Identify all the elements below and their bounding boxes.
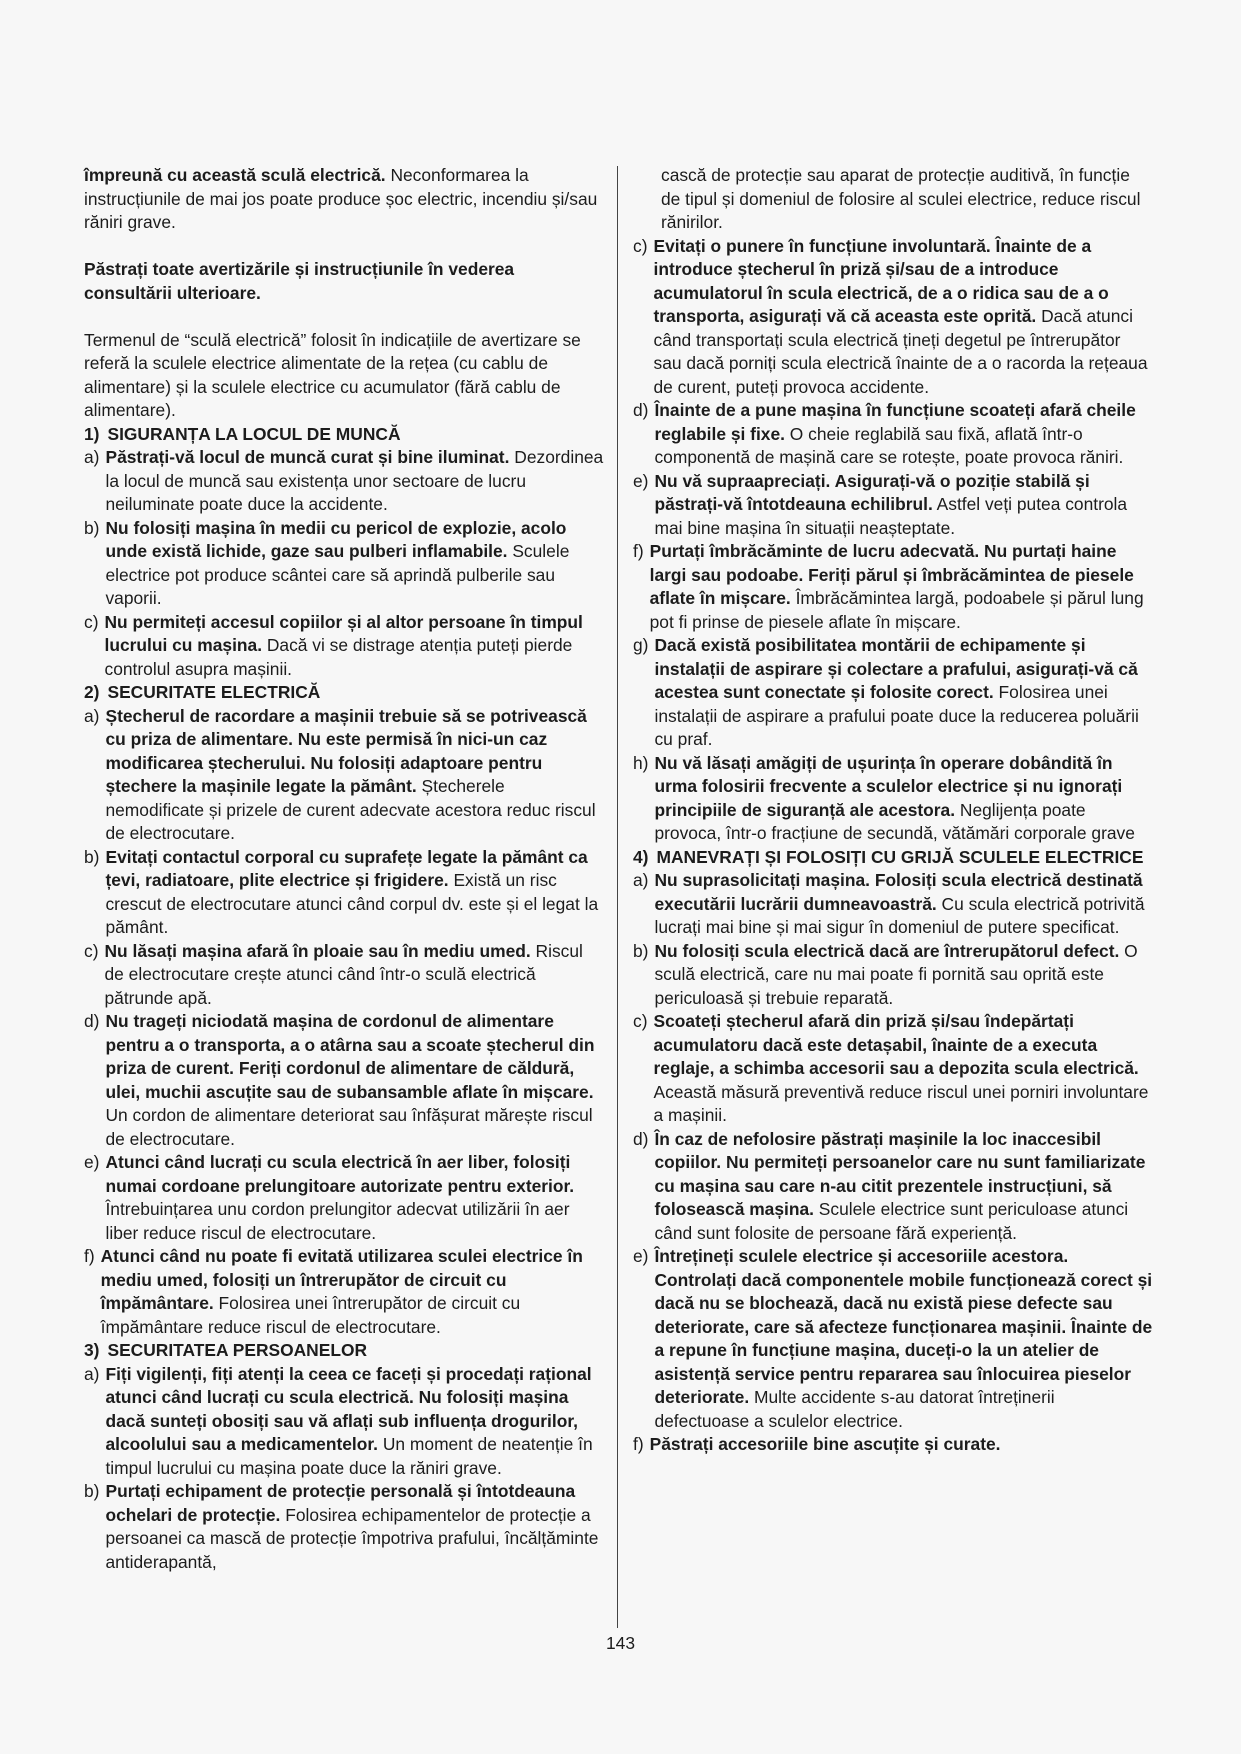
list-item: e) Atunci când lucrați cu scula electrică în aer liber, folosiți numai cordoane prelungitoare autorizate pentru exterior. Întrebuințarea unu cordon prelungitor adecvat utilizării în aer liber reduce riscul de electrocutare. (84, 1152, 575, 1243)
section-heading-1: 1) SIGURANȚA LA LOCUL DE MUNCĂ (84, 423, 401, 444)
list-item: c) Evitați o punere în funcțiune involuntară. Înainte de a introduce ștecherul în priză și/sau de a introduce acumulatorul în scula electrică, de a o ridica sau de a o transporta, asigurați vă că aceasta este oprită. Dacă atunci când transportați scula electrică țineți degetul pe întrerupător sau dacă porniți scula electrică înainte de a o racorda la rețeaua de curent, puteți provoca accidente. (633, 235, 1148, 397)
list-item: g) Dacă există posibilitatea montării de echipamente și instalații de aspirare și colectare a prafului, asigurați-vă că acestea sunt conectate și folosite corect. Folosirea unei instalații de aspirare a prafului poate duce la reducerea poluării cu praf. (633, 635, 1139, 749)
column-divider (617, 166, 618, 1628)
list-item: b) Purtați echipament de protecție personală și întotdeauna ochelari de protecție. Folosirea echipamentelor de protecție a persoanei ca mască de protecție împotriva prafului, încălțăminte antiderapantă, (84, 1481, 599, 1572)
list-item: a) Nu suprasolicitați mașina. Folosiți scula electrică destinată executării lucrării dumneavoastră. Cu scula electrică potrivită lucrați mai bine și mai sigur în domeniul de putere specificat. (633, 870, 1145, 937)
keep-instructions-notice: Păstrați toate avertizările și instrucțiunile în vederea consultării ulterioare. (84, 259, 515, 303)
section-heading-3: 3) SECURITATEA PERSOANELOR (84, 1340, 368, 1360)
term-definition: Termenul de “sculă electrică” folosit în indicațiile de avertizare se referă la sculele electrice alimentate de la rețea (cu cablu de alimentare) și la sculele electrice cu acumulator (fără cablu de alimentare). (84, 329, 581, 420)
right-column (633, 164, 1153, 1457)
page-number: 143 (605, 1633, 635, 1653)
list-item: a) Păstrați-vă locul de muncă curat și bine iluminat. Dezordinea la locul de muncă sau existența unor sectoare de lucru neiluminate poate duce la accidente. (84, 447, 604, 514)
continued-text: cască de protecție sau aparat de protecție auditivă, în funcție de tipul și domeniul de folosire al sculei electrice, reduce riscul rănirilor. (661, 165, 1141, 232)
left-column (84, 164, 604, 1574)
list-item: d) În caz de nefolosire păstrați mașinile la loc inaccesibil copiilor. Nu permiteți persoanelor care nu sunt familiarizate cu mașina sau care n-au citit prezentele instrucțiuni, să folosească mașina. Sculele electrice sunt periculoase atunci când sunt folosite de persoane fără experiență. (633, 1128, 1146, 1243)
list-item: f) Atunci când nu poate fi evitată utilizarea sculei electrice în mediu umed, folosiți un întrerupător de circuit cu împământare. Folosirea unei întrerupător de circuit cu împământare reduce riscul de electrocutare. (84, 1246, 583, 1337)
section-heading-4: 4) MANEVRAȚI ȘI FOLOSIȚI CU GRIJĂ SCULELE ELECTRICE (633, 846, 1144, 867)
list-item: d) Înainte de a pune mașina în funcțiune scoateți afară cheile reglabile și fixe. O cheie reglabilă sau fixă, aflată într-o componentă de mașină care se rotește, poate provoca răniri. (633, 400, 1136, 467)
list-item: f) Purtați îmbrăcăminte de lucru adecvată. Nu purtați haine largi sau podoabe. Feriți părul și îmbrăcămintea de piesele aflate în mișcare. Îmbrăcămintea largă, podoabele și părul lung pot fi prinse de piesele aflate în mișcare. (633, 541, 1144, 632)
intro-paragraph: împreună cu această sculă electrică. Neconformarea la instrucțiunile de mai jos poate produce șoc electric, incendiu și/sau răniri grave. (84, 165, 598, 232)
list-item: e) Nu vă supraapreciați. Asigurați-vă o poziție stabilă și păstrați-vă întotdeauna echilibrul. Astfel veți putea controla mai bine mașina în situații neașteptate. (633, 470, 1128, 538)
list-item: b) Nu folosiți scula electrică dacă are întrerupătorul defect. O sculă electrică, care nu mai poate fi pornită sau oprită este periculoasă și trebuie reparată. (633, 940, 1138, 1008)
list-item: c) Scoateți ștecherul afară din priză și/sau îndepărtați acumulatoru dacă este detașabil, înainte de a executa reglaje, a schimba accesorii sau a depozita scula electrică. Această măsură preventivă reduce riscul unei porniri involuntare a mașinii. (633, 1011, 1149, 1125)
list-item: f) Păstrați accesoriile bine ascuțite și curate. (633, 1434, 1001, 1454)
list-item: b) Evitați contactul corporal cu suprafețe legate la pământ ca țevi, radiatoare, plite electrice și frigidere. Există un risc crescut de electrocutare atunci când corpul dv. este și el legat la pământ. (84, 846, 599, 937)
list-item: c) Nu lăsați mașina afară în ploaie sau în mediu umed. Riscul de electrocutare crește atunci când într-o sculă electrică pătrunde apă. (84, 940, 583, 1008)
list-item: a) Fiți vigilenți, fiți atenți la ceea ce faceți și procedați rațional atunci când lucrați cu scula electrică. Nu folosiți mașina dacă sunteți obosiți sau vă aflați sub influența drogurilor, alcoolului sau a medicamentelor. Un moment de neatenție în timpul lucrului cu mașina poate duce la răniri grave. (84, 1363, 593, 1478)
list-item: d) Nu trageți niciodată mașina de cordonul de alimentare pentru a o transporta, a o atârna sau a scoate ștecherul din priza de curent. Feriți cordonul de alimentare de căldură, ulei, muchii ascuțite sau de subansamble aflate în mișcare. Un cordon de alimentare deteriorat sau înfășurat mărește riscul de electrocutare. (84, 1011, 595, 1149)
section-heading-2: 2) SECURITATE ELECTRICĂ (84, 682, 321, 702)
list-item: h) Nu vă lăsați amăgiți de ușurința în operare dobândită în urma folosirii frecvente a sculelor electrice și nu ignorați principiile de siguranță ale acestora. Neglijența poate provoca, într-o fracțiune de secundă, vătămări corporale grave (633, 752, 1135, 843)
list-item: e) Întrețineți sculele electrice și accesoriile acestora. Controlați dacă componentele mobile funcționează corect și dacă nu se blochează, dacă nu există piese defecte sau deteriorate, care să afecteze funcționarea mașinii. Înainte de a repune în funcțiune mașina, duceți-o la un atelier de asistență service pentru repararea sau înlocuirea pieselor deteriorate. Multe accidente s-au datorat întreținerii defectuoase a sculelor electrice. (633, 1246, 1153, 1431)
list-item: c) Nu permiteți accesul copiilor și al altor persoane în timpul lucrului cu mașina. Dacă vi se distrage atenția puteți pierde controlul asupra mașinii. (84, 611, 583, 679)
list-item: a) Ștecherul de racordare a mașinii trebuie să se potrivească cu priza de alimentare. Nu este permisă în nici-un caz modificarea ștecherului. Nu folosiți adaptoare pentru ștechere la mașinile legate la pământ. Ștecherele nemodificate și prizele de curent adecvate acestora reduc riscul de electrocutare. (84, 705, 596, 843)
list-item: b) Nu folosiți mașina în medii cu pericol de explozie, acolo unde există lichide, gaze sau pulberi inflamabile. Sculele electrice pot produce scântei care să aprindă pulberile sau vaporii. (84, 517, 570, 608)
